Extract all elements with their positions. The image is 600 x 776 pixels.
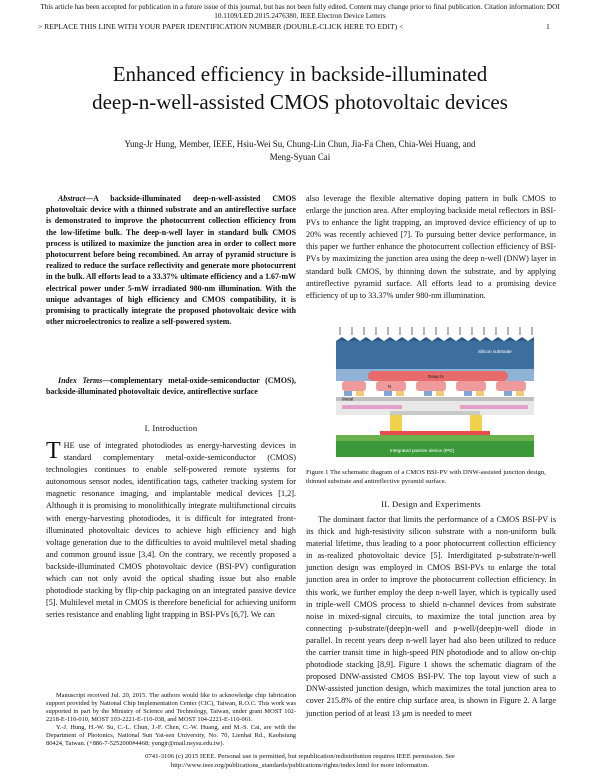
title-line-2: deep-n-well-assisted CMOS photovoltaic devices: [92, 90, 508, 114]
contact-diffusions: [344, 391, 524, 396]
index-terms-label: Index Terms: [58, 376, 103, 385]
ipd-label: Integrated passive device (IPD): [390, 448, 455, 453]
abstract: [46, 193, 296, 327]
index-terms: [46, 375, 296, 397]
design-experiments-body: The dominant factor that limits the performance of a CMOS BSI-PV is its thick and high-resistivity silicon substrate with a non-uniform bulk material lifetime, thus leading to a poor photocurrent collection efficiency in as-realized photovoltaic device [5]. Interdigitated p-substrate/n-well junction design was employed in CMOS BSI-PVs to enlarge the total junction area in order to improve the photocurrent collection efficiency. In this work, we further employ the deep n-well layer, which is typically used in triple-well CMOS process to shield n-channel devices from substrate noise in mixed-signal circuits, to maximize the total junction area by connecting p-substrate/(deep)n-well and p-well/(deep)n-well diode in parallel. In recent years deep n-well layer had also been utilized to reduce the carrier transit time in high-speed PIN photodiode and to allow on-chip photodiode stacking [8,9]. Figure 1 shows the schematic diagram of the proposed DNW-assisted CMOS BSI-PV. The top layout view of such a DNW-assisted junction design, which maximizes the total junction area to cover 215.8% of the entire chip surface area, is shown in Figure 2. A large junction period of at least 13 μm is needed to meet: [306, 515, 556, 718]
paper-title: [40, 60, 560, 116]
ipd-dielectric: [336, 435, 534, 441]
bsi-pv-schematic-svg: [330, 325, 540, 463]
drop-cap: T: [46, 438, 61, 464]
pyramid-surface: [336, 337, 534, 341]
metal-1-layer: [336, 397, 534, 401]
footer-line-1: 0741-3106 (c) 2015 IEEE. Personal use is permitted, but republication/redistribution requires IEEE permission. See: [145, 753, 455, 760]
illumination-arrows: [340, 327, 532, 335]
footnote-affiliation: Y.-J. Hung, H.-W. Su, C.-L. Chun, J.-F. Chen, C.-W. Huang, and M.-S. Cai, are with the Department of Photonics, National Sun Yat-sen University, No. 70, Lienhai Rd., Kaohsiung 80424, Taiwan. (+886-7-5252000#4468; yungjr@mail.nsysu.edu.tw).: [46, 724, 296, 747]
abstract-text: —A backside-illuminated deep-n-well-assisted CMOS photovoltaic device with a thinned substrate and an antireflective surface is demonstrated to improve the photocurrent collection efficiency from the low-lifetime bulk. The deep-n-well layer in standard bulk CMOS process is utilized to maximize the junction area in order to collect more photocurrent before being recombined. An array of pyramid structure is realized to reduce the surface reflectivity and generate more photocurrent in the bulk. All efforts lead to a 33.37% ultimate efficiency and a 1.67-mW electrical power under 5-mW irradiated 980-nm illumination. With the unique advantages of high efficiency and CMOS compatibility, it is promising to practically integrate the proposed photovoltaic device with other microelectronics to realize a self-powered system.: [46, 194, 296, 327]
n-well-label: N: [388, 384, 392, 389]
introduction-text: HE use of integrated photodiodes as energy-harvesting devices in standard complementary metal-oxide-semiconductor (CMOS) technologies continues to enable self-powered remote systems for autonomous sensor nodes, identification tags, catheter tracking system for magnetic resonance imaging, and implantable medical devices [1,2]. Although it is promising to monolithically integrate multifunctional circuits with energy-harvesting photodiodes, it is difficult for integrated front-illuminated photovoltaic devices to achieve high efficiency and high voltage generation due to the difficulties to avoid multilevel metal shading and common ground issue [3,4]. On the contrary, we recently proposed a backside-illuminated CMOS photovoltaic device (BSI-PV) configuration which can not only avoid the optical shading issue but also enable photodiode stacking by flip-chip packaging on an integrated passive device [5]. Multilevel metal in CMOS is therefore beneficial for achieving uniform series resistance and enabling light trapping in BSI-PVs [6,7]. We can: [46, 441, 296, 620]
page-number: 1: [546, 22, 550, 31]
introduction-body: [46, 440, 296, 621]
notice-line-1: This article has been accepted for publication in a future issue of this journal, but has not been fully edited. Content may change prior to final publication. Citation information: DOI: [40, 3, 560, 11]
authors-line-2: Meng-Syuan Cai: [269, 152, 331, 162]
footnote-funding: Manuscript received Jul. 20, 2015. The authors would like to acknowledge chip fabrication support provided by National Chip Implementation Center (CIC), Taiwan, R.O.C. This work was supported in part by the Ministry of Science and Technology, Taiwan, under grant MOST 102-2218-E-110-010, MOST 103-2221-E-110-038, and MOST 104-2221-E-110-061.: [46, 692, 296, 723]
solder-bumps: [390, 415, 482, 431]
authors-line-1: Yung-Jr Hung, Member, IEEE, Hsiu-Wei Su, Chung-Lin Chun, Jia-Fa Chen, Chia-Wei Huang, and: [124, 139, 476, 149]
publication-notice: [0, 3, 600, 21]
figure-1-caption: Figure 1 The schematic diagram of a CMOS BSI-PV with DNW-assisted junction design, thinned substrate and antireflective pyramid surface.: [306, 469, 546, 485]
ipd-metal-pads: [380, 431, 490, 435]
copyright-footer: [0, 752, 600, 770]
substrate-label: Silicon substrate: [478, 349, 512, 354]
title-line-1: Enhanced efficiency in backside-illuminated: [112, 62, 488, 86]
figure-1-schematic: [330, 325, 540, 463]
author-list: [60, 138, 540, 164]
first-page-footnote: [46, 692, 296, 748]
deep-n-well-label: Deep N: [428, 374, 444, 379]
n-well-regions: [342, 381, 526, 391]
running-head: > REPLACE THIS LINE WITH YOUR PAPER IDENTIFICATION NUMBER (DOUBLE-CLICK HERE TO EDIT) <: [38, 22, 404, 31]
metal-label: Metal: [342, 396, 354, 402]
section-2-heading: II. Design and Experiments: [381, 499, 481, 509]
index-terms-text: —complementary metal-oxide-semiconductor (CMOS), backside-illuminated photovoltaic device, antireflective surface: [46, 376, 297, 397]
abstract-label: Abstract: [58, 194, 86, 203]
right-column-intro-continued: also leverage the flexible alternative doping pattern in bulk CMOS to enlarge the junction area. After employing backside metal reflectors in BSI-PVs to enhance the light trapping, an improved device efficiency of up to 20% was recently achieved [7]. To pursuing better device performance, in this paper we further enhance the photocurrent collection efficiency of BSI-PVs by maximizing the junction area using the deep n-well (DNW) layer in standard bulk CMOS, by thinning down the substrate, and by applying antireflective pyramid surface. All efforts lead to a promising device efficiency of up to 33.37% under 980-nm illumination.: [306, 194, 556, 300]
footer-line-2: http://www.ieee.org/publications_standards/publications/rights/index.html for more information.: [170, 762, 430, 769]
section-1-heading: I. Introduction: [144, 423, 198, 433]
silicon-substrate-layer: [336, 341, 534, 369]
notice-line-2: 10.1109/LED.2015.2476380, IEEE Electron Device Letters: [214, 12, 386, 20]
